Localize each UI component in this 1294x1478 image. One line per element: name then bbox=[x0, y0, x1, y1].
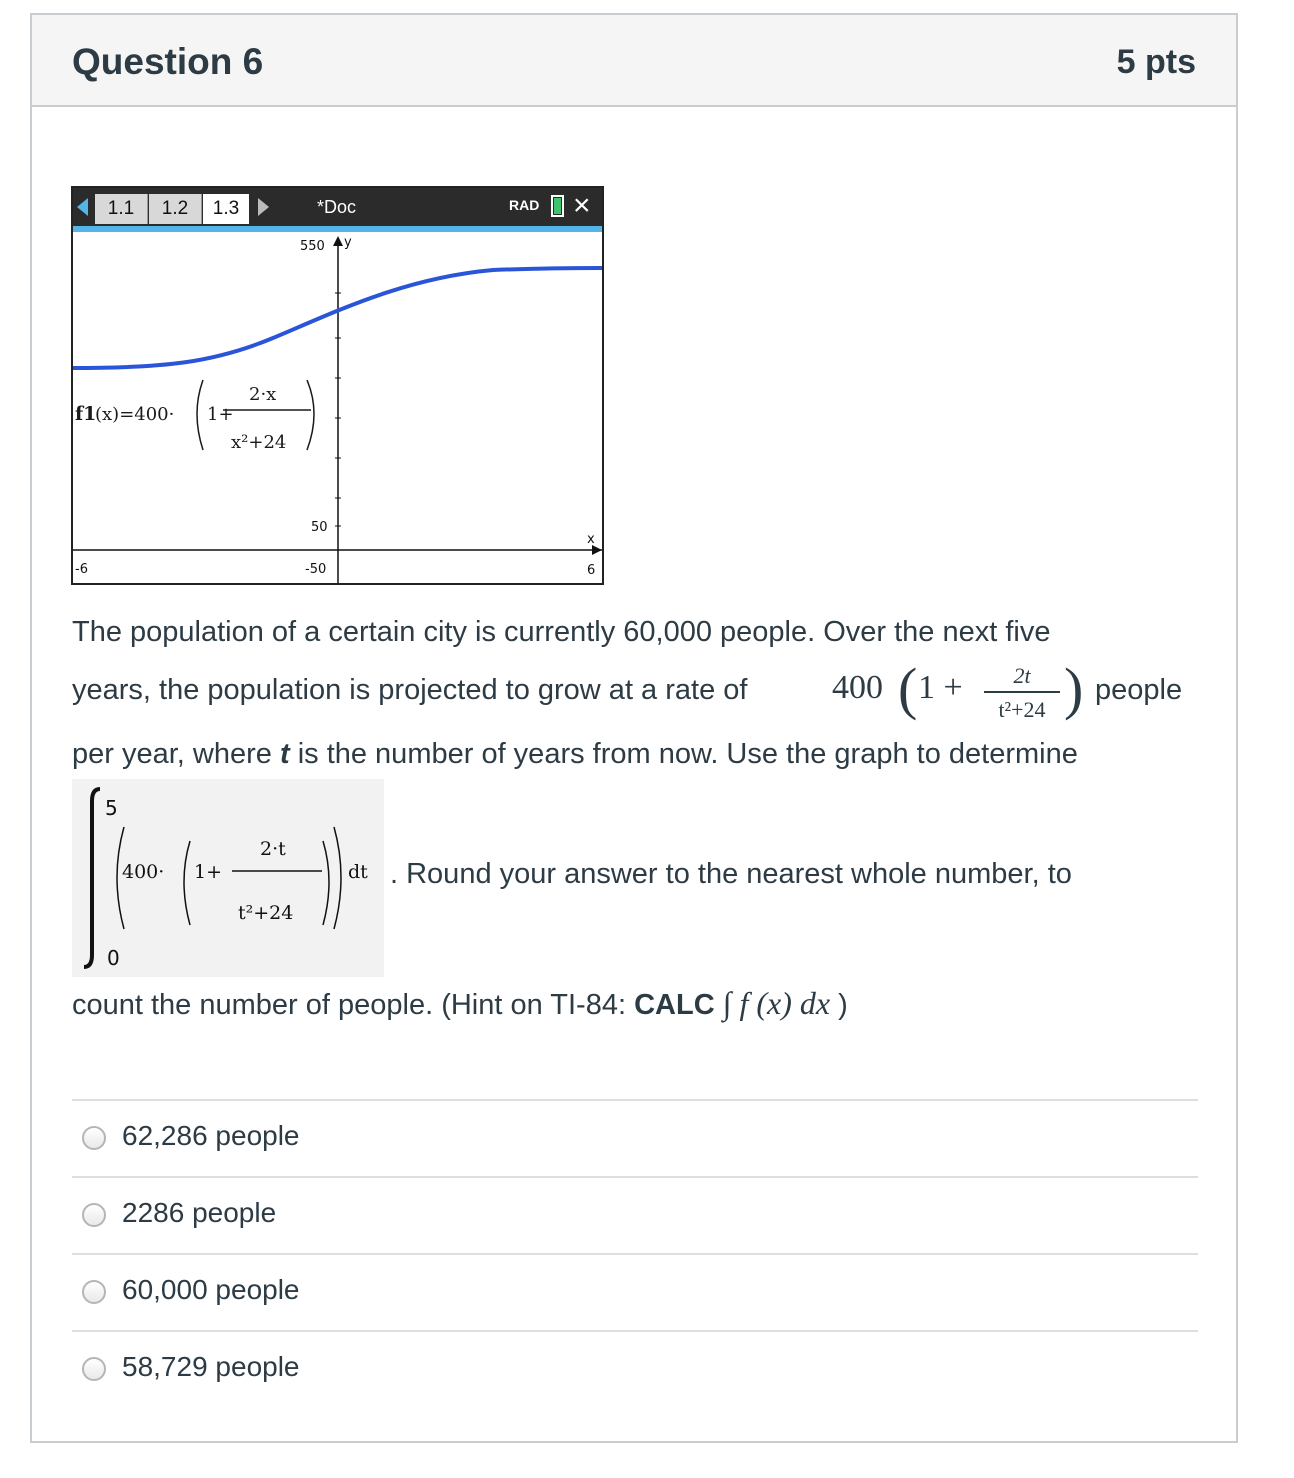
line2-post: people bbox=[1095, 674, 1183, 706]
close-icon: × bbox=[573, 189, 591, 222]
inner-paren-left-icon bbox=[184, 841, 190, 925]
calc-tab-1-2: 1.2 bbox=[149, 194, 202, 224]
question-points: 5 pts bbox=[1116, 43, 1196, 81]
integral-svg bbox=[72, 779, 384, 977]
answer-radio[interactable] bbox=[82, 1126, 106, 1150]
integrand-coefficient: 400· bbox=[122, 861, 165, 883]
rate-paren-right: ) bbox=[1064, 656, 1084, 721]
answer-radio[interactable] bbox=[82, 1280, 106, 1304]
rate-coefficient: 400 bbox=[832, 669, 883, 706]
answer-option[interactable] bbox=[72, 1253, 1198, 1330]
x-max-label: 6 bbox=[587, 563, 596, 578]
function-expression bbox=[75, 380, 314, 453]
integrand-one-plus: 1+ bbox=[194, 861, 223, 883]
integral-lower: 0 bbox=[107, 946, 120, 970]
hint-calc: CALC bbox=[634, 989, 715, 1021]
answer-option[interactable] bbox=[72, 1176, 1198, 1253]
function-numerator: 2·x bbox=[249, 384, 277, 405]
outer-paren-right-icon bbox=[334, 827, 341, 929]
answer-label[interactable]: 60,000 people bbox=[122, 1274, 300, 1305]
calc-doc-title: *Doc bbox=[317, 197, 357, 217]
y-axis-label: y bbox=[344, 235, 352, 250]
question-header bbox=[32, 15, 1236, 107]
y-min-label: -50 bbox=[305, 562, 327, 577]
integrand-denominator: t²+24 bbox=[238, 902, 294, 924]
line5-post: ) bbox=[838, 989, 848, 1021]
integral-image bbox=[72, 779, 384, 977]
y-axis-arrow-icon bbox=[333, 236, 343, 246]
answer-radio[interactable] bbox=[82, 1357, 106, 1381]
rate-one-plus: 1 + bbox=[918, 669, 963, 706]
line3-post: is the number of years from now. Use the graph to determine bbox=[297, 738, 1078, 770]
calc-tab-1-1: 1.1 bbox=[95, 194, 148, 224]
line5-pre: count the number of people. (Hint on TI-84: bbox=[72, 989, 627, 1021]
hint-integral: ∫ f (x) dx bbox=[722, 985, 831, 1021]
answer-label[interactable]: 62,286 people bbox=[122, 1120, 300, 1151]
answer-list bbox=[72, 1099, 1198, 1407]
question-line-3 bbox=[72, 738, 1078, 771]
rate-paren-left: ( bbox=[898, 656, 918, 721]
question-line-4: . Round your answer to the nearest whole number, to bbox=[390, 858, 1072, 890]
answer-option[interactable] bbox=[72, 1330, 1198, 1407]
answer-radio[interactable] bbox=[82, 1203, 106, 1227]
function-prefix: (x)=400· bbox=[95, 404, 175, 425]
paren-left-icon bbox=[197, 380, 203, 450]
answer-label[interactable]: 58,729 people bbox=[122, 1351, 300, 1382]
calculator-screenshot bbox=[71, 186, 604, 585]
integral-sign-icon bbox=[84, 789, 100, 967]
y-max-label: 550 bbox=[300, 239, 325, 254]
integral-upper: 5 bbox=[105, 796, 118, 820]
calc-tab-1-3: 1.3 bbox=[203, 194, 249, 224]
calc-angle-mode: RAD bbox=[509, 197, 540, 213]
integrand-dt: dt bbox=[348, 861, 368, 883]
rate-denominator: t²+24 bbox=[998, 697, 1046, 722]
question-title: Question 6 bbox=[72, 41, 264, 82]
answer-option[interactable] bbox=[72, 1099, 1198, 1176]
question-line-5 bbox=[72, 985, 848, 1022]
paren-right-icon bbox=[307, 380, 314, 450]
rate-numerator: 2t bbox=[1013, 663, 1031, 688]
function-denominator: x²+24 bbox=[231, 432, 287, 453]
line3-pre: per year, where bbox=[72, 738, 272, 770]
function-name: f1 bbox=[75, 403, 97, 425]
x-axis-label: x bbox=[587, 532, 595, 547]
rate-fraction-bar bbox=[984, 691, 1060, 693]
y-tick-label: 50 bbox=[311, 520, 328, 535]
question-line-1: The population of a certain city is currently 60,000 people. Over the next five bbox=[72, 616, 1051, 648]
line2-pre: years, the population is projected to grow at a rate of bbox=[72, 674, 748, 706]
x-min-label: -6 bbox=[75, 562, 88, 577]
graph-area bbox=[73, 188, 602, 583]
inner-paren-right-icon bbox=[323, 841, 329, 925]
integrand-numerator: 2·t bbox=[260, 838, 286, 860]
function-one-plus: 1+ bbox=[207, 404, 234, 425]
answer-label[interactable]: 2286 people bbox=[122, 1197, 277, 1228]
variable-t: t bbox=[279, 738, 290, 770]
